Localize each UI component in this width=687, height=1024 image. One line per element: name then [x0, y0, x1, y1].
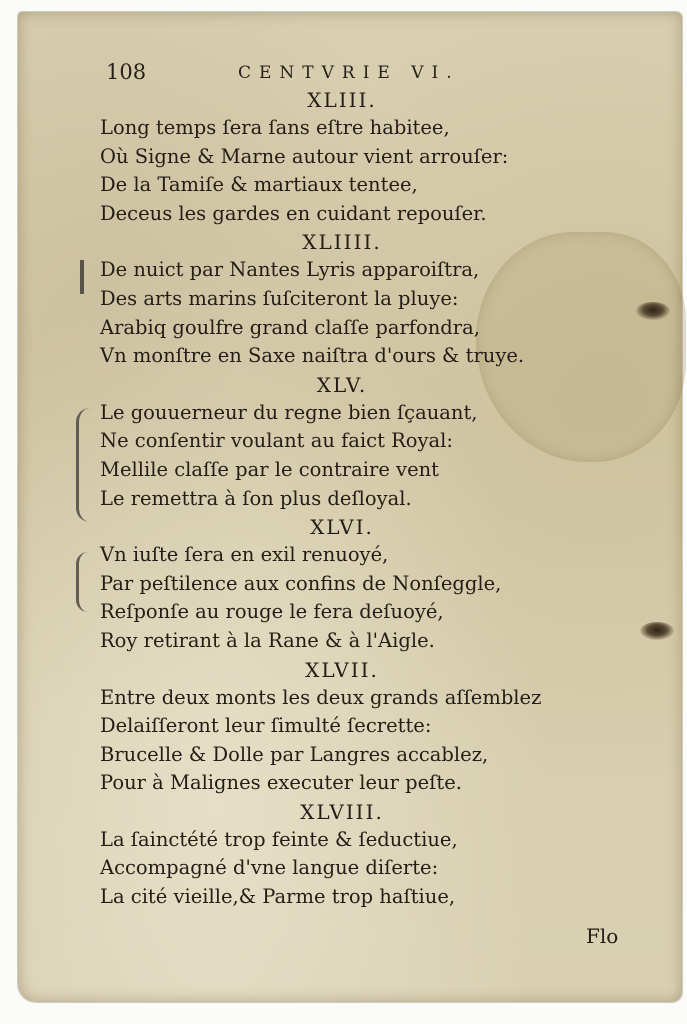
- quatrain-numeral: XLVI.: [310, 515, 374, 540]
- quatrain: [18, 86, 658, 228]
- verse-line: Deceus les gardes en cuidant repouſer.: [100, 201, 487, 225]
- quatrain-numeral: XLV.: [316, 372, 368, 397]
- quatrain: [18, 228, 658, 370]
- verse-line: De nuict par Nantes Lyris apparoiſtra,: [100, 258, 480, 282]
- running-head: CENTVRIE VI.: [238, 63, 460, 83]
- quatrain: [18, 513, 658, 655]
- verse-line: Vn iuſte ſera en exil renuoyé,: [100, 543, 389, 567]
- quatrain-numeral: XLVIII.: [300, 799, 384, 824]
- verse-line: Des arts marins ſuſciteront la pluye:: [100, 286, 459, 310]
- verse-line: Par peſtilence aux confins de Nonſeggle,: [100, 571, 502, 595]
- quatrain: [18, 656, 658, 798]
- verse-line: Arabiq goulfre grand claſſe parfondra,: [100, 315, 480, 339]
- quatrain-numeral: XLIII.: [307, 88, 377, 112]
- verse-line: Pour à Malignes executer leur peſte.: [100, 771, 462, 795]
- verse-line: De la Tamiſe & martiaux tentee,: [100, 173, 418, 197]
- catchword: Flo: [586, 924, 619, 948]
- verse-line: Entre deux monts les deux grands aſſemblez: [100, 685, 542, 709]
- quatrain: [18, 798, 658, 912]
- verse-line: Vn monſtre en Saxe naiſtra d'ours & truye.: [100, 344, 525, 368]
- quatrain-list: [18, 86, 658, 912]
- verse-line: Long temps ſera ſans eſtre habitee,: [100, 116, 450, 139]
- verse-line: Brucelle & Dolle par Langres accablez,: [100, 742, 489, 766]
- verse-line: Delaiſſeront leur ſimulté ſecrette:: [100, 714, 432, 738]
- verse-line: Mellile claſſe par le contraire vent: [100, 457, 440, 481]
- quatrain: [18, 371, 658, 513]
- verse-line: Reſponſe au rouge le fera deſuoyé,: [100, 600, 444, 624]
- verse-line: Accompagné d'vne langue diſerte:: [100, 856, 439, 880]
- verse-line: Ne conſentir voulant au faict Royal:: [100, 429, 453, 453]
- verse-line: La ſainctété trop feinte & ſeductiue,: [100, 827, 458, 851]
- quatrain-numeral: XLIIII.: [302, 230, 382, 255]
- verse-line: Le gouuerneur du regne bien ſçauant,: [100, 400, 478, 424]
- verse-line: Où Signe & Marne autour vient arrouſer:: [100, 144, 509, 168]
- verse-line: La cité vieille,& Parme trop haſtiue,: [100, 885, 456, 909]
- verse-line: Roy retirant à la Rane & à l'Aigle.: [100, 628, 435, 652]
- verse-line: Le remettra à ſon plus deſloyal.: [100, 486, 412, 510]
- book-page: [18, 12, 682, 1002]
- quatrain-numeral: XLVII.: [305, 657, 379, 682]
- page-number: 108: [106, 60, 147, 84]
